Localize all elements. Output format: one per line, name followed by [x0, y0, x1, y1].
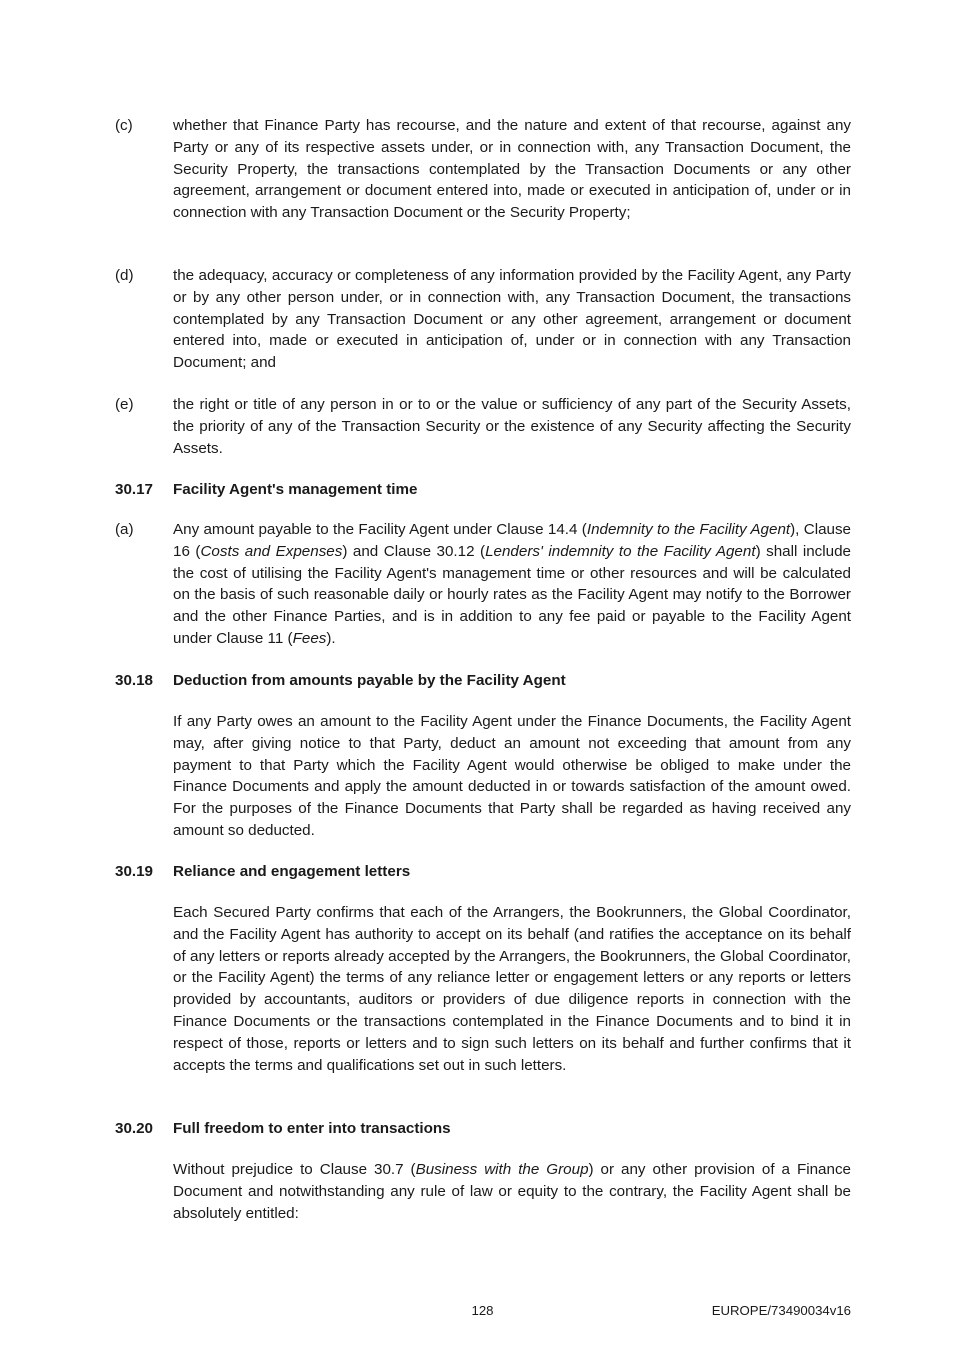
item-text: the right or title of any person in or to or the value or sufficiency of any part of the Security Assets, the priority of any of the Transaction Security or the existence of any Security affecting the Security Assets. [173, 396, 851, 457]
section-paragraph-30-19: Each Secured Party confirms that each of the Arrangers, the Bookrunners, the Global Coordinator, and the Facility Agent has authority to accept on its behalf (and ratifies the acceptance on its behalf of any letters or reports already accepted by the Arrangers, the Bookrunners, the Global Coordinator, or the Facility Agent) the terms of any reliance letter or engagement letters or any reports or letters provided by accountants, auditors or providers of due diligence reports in connection with the Finance Documents or the transactions contemplated in the Finance Documents and to bind it in respect of those, reports or letters and to sign such letters on its behalf and further confirms that it accepts the terms and qualifications set out in such letters. [173, 904, 851, 1074]
section-heading-30-19 [115, 861, 851, 883]
item-label: (d) [115, 267, 134, 284]
text-run: ), Clause 16 ( [173, 521, 851, 560]
text-run: Without prejudice to Clause 30.7 ( [173, 1161, 416, 1178]
text-run: ) and Clause 30.12 ( [342, 542, 486, 560]
section-number: 30.18 [115, 672, 154, 689]
list-item-d [115, 265, 851, 374]
item-label: (a) [115, 521, 134, 538]
document-reference: EUROPE/73490034v16 [711, 1303, 851, 1318]
clause-reference: Indemnity to the Facility Agent [586, 521, 791, 538]
list-item-c [115, 115, 851, 224]
clause-reference: Lenders' indemnity to the Facility Agent [485, 542, 756, 560]
section-title: Full freedom to enter into transactions [173, 1120, 451, 1137]
section-number: 30.20 [115, 1120, 154, 1137]
item-label: (e) [115, 396, 134, 413]
page-number: 128 [471, 1303, 494, 1318]
clause-reference: Fees [292, 629, 327, 647]
clause-reference: Costs and Expenses [200, 542, 343, 560]
section-title: Reliance and engagement letters [173, 863, 411, 880]
text-run: ). [326, 629, 336, 647]
section-title: Facility Agent's management time [173, 481, 418, 498]
section-number: 30.19 [115, 863, 154, 880]
item-text [173, 519, 851, 650]
section-heading-30-20 [115, 1118, 851, 1140]
section-heading-30-17 [115, 479, 851, 501]
clause-reference: Business with the Group [415, 1161, 589, 1178]
section-paragraph-30-18: If any Party owes an amount to the Facility Agent under the Finance Documents, the Facility Agent may, after giving notice to that Party, deduct an amount not exceeding that amount from any payment to that Party which the Facility Agent would otherwise be obliged to make under the Finance Documents and apply the amount deducted in or towards satisfaction of the amount owed. For the purposes of the Finance Documents that Party shall be regarded as having received any amount so deducted. [173, 713, 851, 839]
item-text: whether that Finance Party has recourse, and the nature and extent of that recourse, against any Party or any of its respective assets under, or in connection with, any Transaction Document, the Security Property, the transactions contemplated by the Transaction Documents or any other agreement, arrangement or document entered into, made or executed in anticipation of, under or in connection with any Transaction Document or the Security Property; [173, 117, 851, 222]
text-run: ) shall include the cost of utilising the Facility Agent's management time or other resources and will be calculated on the basis of such reasonable daily or hourly rates as the Facility Agent may notify to the Borrower and the other Finance Parties, and is in addition to any fee paid or payable to the Facility Agent under Clause 11 ( [173, 542, 851, 647]
section-number: 30.17 [115, 481, 154, 498]
section-heading-30-18 [115, 670, 851, 692]
item-text: the adequacy, accuracy or completeness of any information provided by the Facility Agent, any Party or by any other person under, or in connection with, any Transaction Document, the transactions contemplated by any Transaction Document or any other agreement, arrangement or document entered into, made or executed in anticipation of, under or in connection with any Transaction Document; and [173, 267, 851, 372]
list-item-30-17-a [115, 519, 851, 650]
text-run: Any amount payable to the Facility Agent under Clause 14.4 ( [173, 521, 587, 538]
section-title: Deduction from amounts payable by the Facility Agent [173, 672, 566, 689]
text-run: ) or any other provision of a Finance Document and notwithstanding any rule of law or equity to the contrary, the Facility Agent shall be absolutely entitled: [173, 1161, 851, 1222]
section-paragraph-30-20 [173, 1159, 851, 1224]
list-item-e [115, 394, 851, 459]
item-label: (c) [115, 117, 133, 134]
